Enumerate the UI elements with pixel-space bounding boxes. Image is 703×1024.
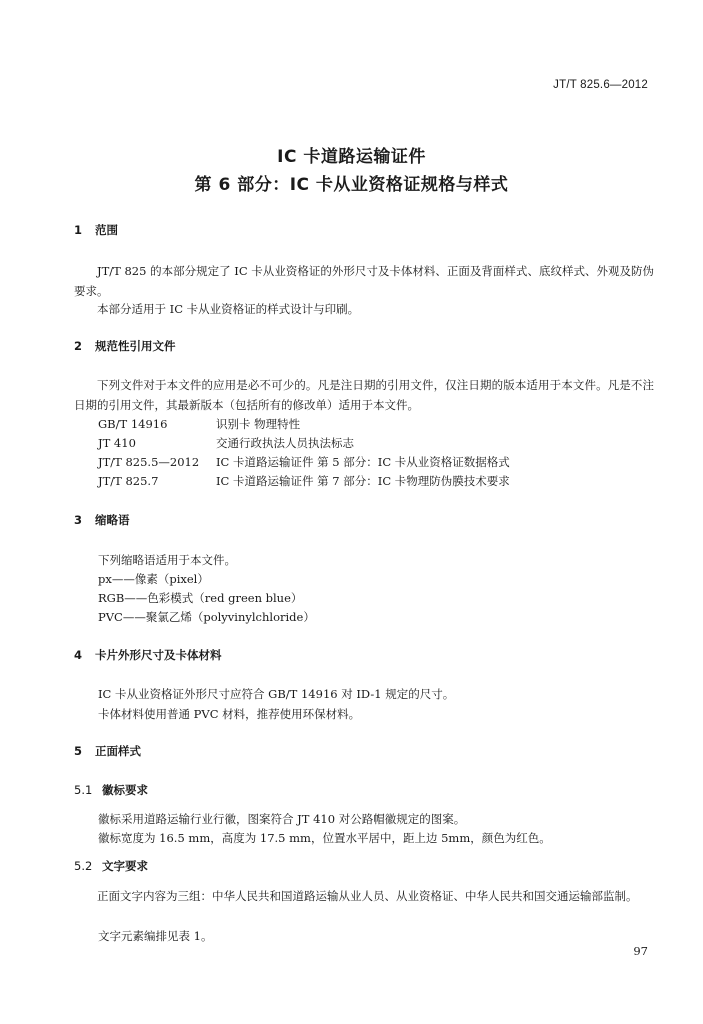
section-number: 5 [74, 744, 83, 758]
section-5-1-paragraph-1: 徽标采用道路运输行业行徽，图案符合 JT 410 对公路帽徽规定的图案。 [98, 812, 466, 826]
section-1-paragraph-1: JT/T 825 的本部分规定了 IC 卡从业资格证的外形尺寸及卡体材料、正面及背面样式、底纹样式、外观及防伪要求。 [74, 264, 654, 298]
reference-code: JT/T 825.7 [98, 474, 159, 488]
section-5-1-paragraph-2: 徽标宽度为 16.5 mm，高度为 17.5 mm，位置水平居中，距上边 5mm，颜色为红色。 [98, 831, 551, 845]
section-1-heading [74, 222, 118, 238]
subsection-number: 5.2 [74, 859, 93, 873]
section-4-paragraph-2: 卡体材料使用普通 PVC 材料，推荐使用环保材料。 [98, 707, 361, 721]
subsection-title: 徽标要求 [102, 783, 148, 797]
section-1-paragraph-2: 本部分适用于 IC 卡从业资格证的样式设计与印刷。 [97, 302, 360, 316]
section-number: 3 [74, 513, 83, 527]
section-5-2-paragraph-2: 文字元素编排见表 1。 [98, 929, 213, 943]
section-title: 缩略语 [95, 513, 130, 527]
reference-title: IC 卡道路运输证件 第 7 部分：IC 卡物理防伪膜技术要求 [216, 474, 510, 488]
section-title: 正面样式 [95, 744, 141, 758]
reference-code: JT 410 [98, 436, 136, 450]
reference-code: JT/T 825.5—2012 [98, 455, 200, 469]
section-title: 范围 [95, 223, 118, 237]
title-line-1: IC 卡道路运输证件 [277, 147, 426, 167]
section-2-paragraph-1: 下列文件对于本文件的应用是必不可少的。凡是注日期的引用文件，仅注日期的版本适用于本文件。凡是不注日期的引用文件，其最新版本（包括所有的修改单）适用于本文件。 [74, 378, 654, 412]
section-4-heading [74, 647, 222, 663]
section-3-heading [74, 512, 130, 528]
page-number: 97 [633, 944, 648, 958]
section-4-paragraph-1: IC 卡从业资格证外形尺寸应符合 GB/T 14916 对 ID-1 规定的尺寸。 [98, 687, 455, 701]
reference-code: GB/T 14916 [98, 417, 168, 431]
section-title: 规范性引用文件 [95, 339, 176, 353]
document-number: JT/T 825.6—2012 [553, 79, 648, 91]
section-2-heading [74, 338, 176, 354]
abbreviation-item: PVC——聚氯乙烯（polyvinylchloride） [98, 610, 315, 624]
abbreviation-item: px——像素（pixel） [98, 572, 209, 586]
section-number: 2 [74, 339, 83, 353]
subsection-number: 5.1 [74, 783, 93, 797]
section-5-2-paragraph-1: 正面文字内容为三组：中华人民共和国道路运输从业人员、从业资格证、中华人民共和国交通运输部监制。 [97, 889, 638, 903]
reference-title: 识别卡 物理特性 [216, 417, 301, 431]
section-5-2-heading [74, 858, 148, 874]
reference-title: IC 卡道路运输证件 第 5 部分：IC 卡从业资格证数据格式 [216, 455, 510, 469]
reference-title: 交通行政执法人员执法标志 [216, 436, 354, 450]
abbreviation-item: RGB——色彩模式（red green blue） [98, 591, 303, 605]
section-number: 4 [74, 648, 83, 662]
section-5-heading [74, 743, 141, 759]
subsection-title: 文字要求 [102, 859, 148, 873]
section-5-1-heading [74, 782, 148, 798]
section-3-intro: 下列缩略语适用于本文件。 [98, 553, 236, 567]
section-number: 1 [74, 223, 83, 237]
title-line-2: 第 6 部分：IC 卡从业资格证规格与样式 [194, 175, 509, 195]
section-title: 卡片外形尺寸及卡体材料 [95, 648, 222, 662]
